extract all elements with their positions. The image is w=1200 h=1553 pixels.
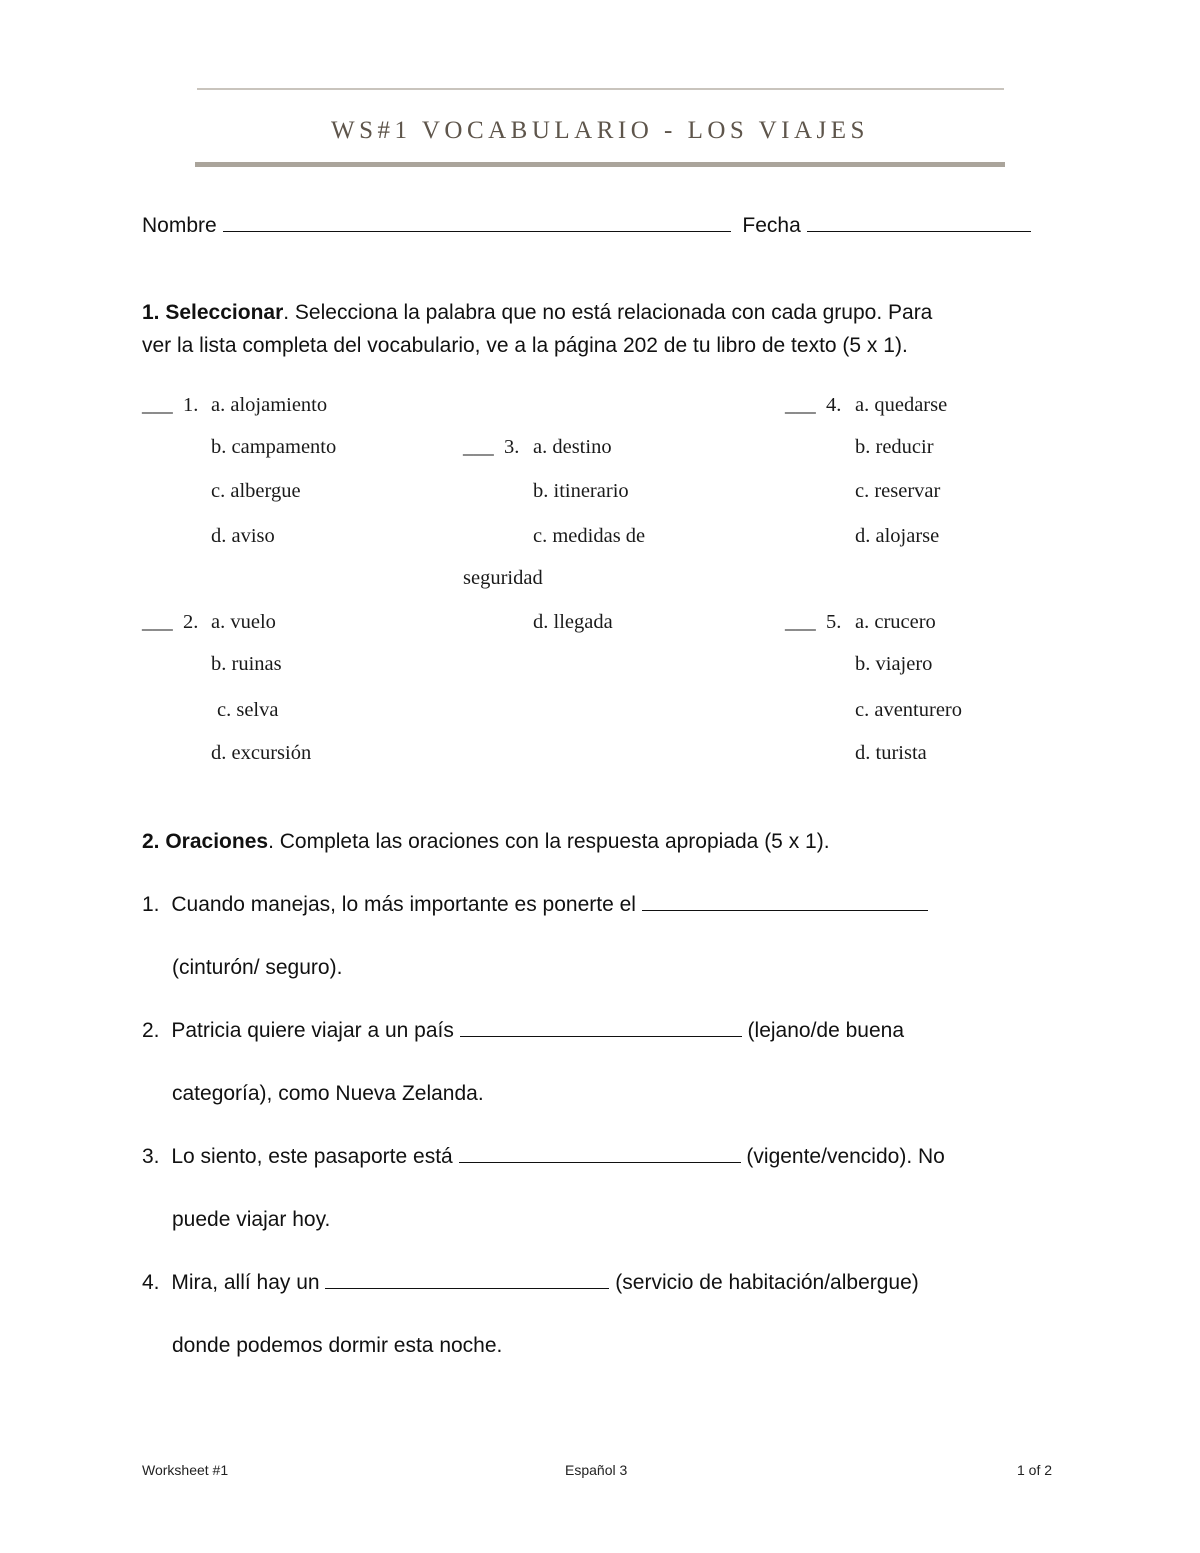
date-field[interactable] xyxy=(807,213,1031,232)
sentence-blank-3[interactable] xyxy=(459,1144,741,1163)
question-number: 2. xyxy=(183,611,199,633)
answer-blank-4[interactable]: ___ xyxy=(785,394,816,416)
question-number: 5. xyxy=(826,611,842,633)
section1-heading: 1. Seleccionar xyxy=(142,301,284,324)
page-title: WS#1 VOCABULARIO - LOS VIAJES xyxy=(331,117,869,144)
date-label: Fecha xyxy=(742,214,801,237)
question-number: 1. xyxy=(183,394,199,416)
option-a: a. destino xyxy=(533,436,612,458)
answer-blank-2[interactable]: ___ xyxy=(142,611,173,633)
section2-heading: 2. Oraciones xyxy=(142,830,269,853)
option-b: b. campamento xyxy=(211,436,337,458)
header-rule-bottom xyxy=(195,162,1005,167)
question-number: 4. xyxy=(826,394,842,416)
option-a: a. quedarse xyxy=(855,394,948,416)
option-c: c. selva xyxy=(217,699,279,721)
sentence-number: 3. xyxy=(142,1145,160,1168)
footer-page-number: 1 of 2 xyxy=(1017,1462,1053,1478)
sentence-4: 4. Mira, allí hay un (servicio de habitación/albergue) xyxy=(142,1271,919,1294)
section1-instructions-line2: ver la lista completa del vocabulario, ve a la página 202 de tu libro de texto (5 x 1). xyxy=(142,334,908,357)
option-a: a. vuelo xyxy=(211,611,276,633)
option-d: d. turista xyxy=(855,742,927,764)
name-date-row xyxy=(142,213,1031,238)
section1-instructions: 1. Seleccionar. Selecciona la palabra que no está relacionada con cada grupo. Para xyxy=(142,301,933,324)
sentence-3: 3. Lo siento, este pasaporte está (vigente/vencido). No xyxy=(142,1145,945,1168)
option-c: c. medidas de xyxy=(533,525,646,547)
sentence-4-line2: donde podemos dormir esta noche. xyxy=(172,1334,503,1357)
sentence-number: 4. xyxy=(142,1271,160,1294)
option-d: d. llegada xyxy=(533,611,613,633)
sentence-1: 1. Cuando manejas, lo más importante es ponerte el xyxy=(142,892,928,917)
name-label: Nombre xyxy=(142,214,217,237)
answer-blank-1[interactable]: ___ xyxy=(142,394,173,416)
option-c: c. albergue xyxy=(211,480,301,502)
sentence-blank-4[interactable] xyxy=(325,1270,609,1289)
sentence-number: 2. xyxy=(142,1019,160,1042)
sentence-number: 1. xyxy=(142,893,160,916)
sentence-2: 2. Patricia quiere viajar a un país (lejano/de buena xyxy=(142,1019,905,1042)
option-b: b. ruinas xyxy=(211,653,282,675)
option-b: b. reducir xyxy=(855,436,934,458)
sentence-1-line2: (cinturón/ seguro). xyxy=(172,956,343,979)
sentence-blank-2[interactable] xyxy=(460,1018,742,1037)
section2-instructions: 2. Oraciones. Completa las oraciones con la respuesta apropiada (5 x 1). xyxy=(142,830,830,853)
option-d: d. alojarse xyxy=(855,525,940,547)
option-a: a. alojamiento xyxy=(211,394,328,416)
footer-center: Español 3 xyxy=(565,1462,628,1478)
sentence-blank-1[interactable] xyxy=(642,892,928,911)
header-rule-top xyxy=(197,88,1004,90)
option-a: a. crucero xyxy=(855,611,936,633)
option-c: c. aventurero xyxy=(855,699,962,721)
answer-blank-5[interactable]: ___ xyxy=(785,611,816,633)
option-c: c. reservar xyxy=(855,480,941,502)
option-d: d. excursión xyxy=(211,742,312,764)
sentence-3-line2: puede viajar hoy. xyxy=(172,1208,331,1231)
sentence-2-line2: categoría), como Nueva Zelanda. xyxy=(172,1082,484,1105)
option-b: b. viajero xyxy=(855,653,933,675)
answer-blank-3[interactable]: ___ xyxy=(463,436,494,458)
name-field[interactable] xyxy=(223,213,731,232)
option-b: b. itinerario xyxy=(533,480,629,502)
question-number: 3. xyxy=(504,436,520,458)
footer-left: Worksheet #1 xyxy=(142,1462,229,1478)
option-c-continued: seguridad xyxy=(463,567,543,589)
option-d: d. aviso xyxy=(211,525,275,547)
